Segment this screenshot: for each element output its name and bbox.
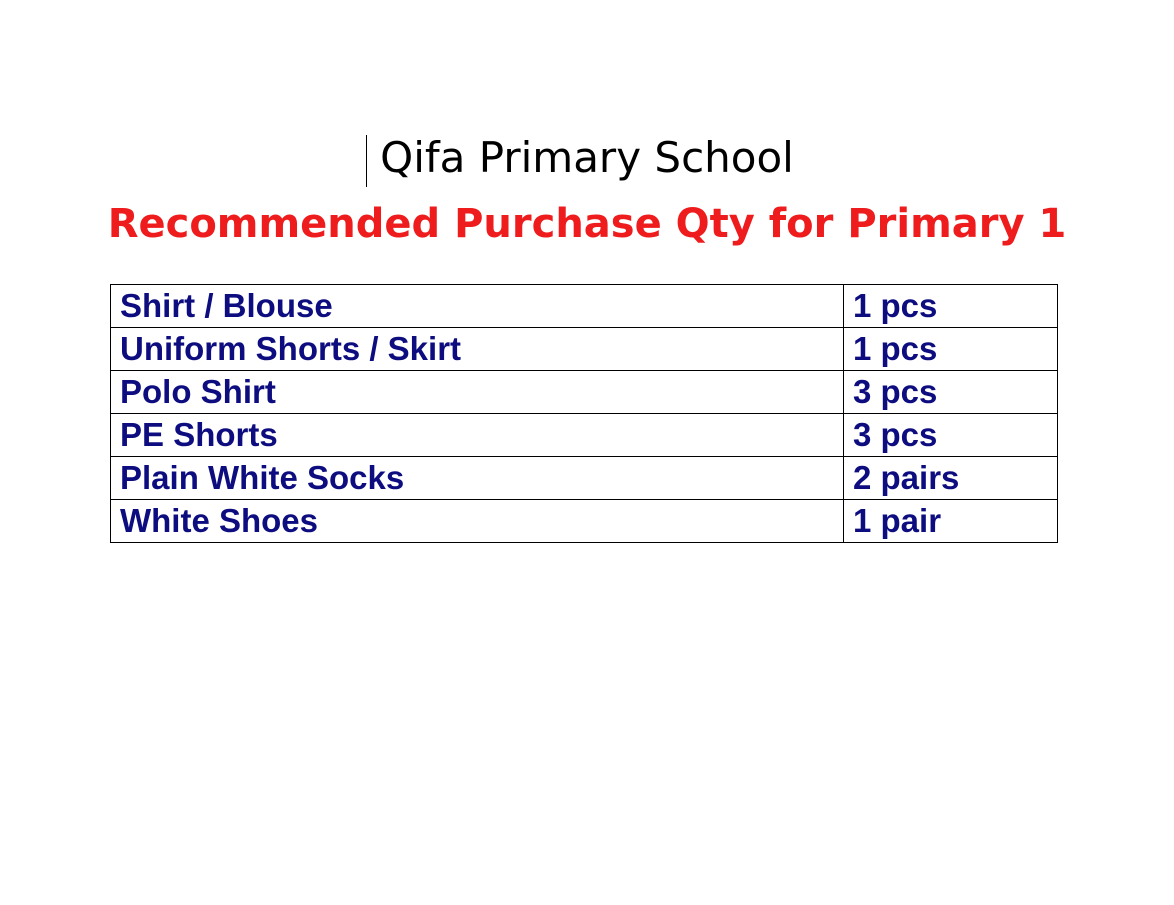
item-qty-cell: 1 pcs — [844, 285, 1058, 328]
table-row — [111, 285, 1058, 328]
item-name-cell: Plain White Socks — [111, 457, 844, 500]
item-qty-cell: 3 pcs — [844, 414, 1058, 457]
school-name-title: Qifa Primary School — [380, 133, 794, 182]
item-name-cell: Shirt / Blouse — [111, 285, 844, 328]
purchase-quantity-table — [110, 284, 1058, 543]
table-row — [111, 371, 1058, 414]
table-row — [111, 457, 1058, 500]
purchase-qty-subtitle: Recommended Purchase Qty for Primary 1 — [107, 201, 1067, 247]
item-qty-cell: 1 pcs — [844, 328, 1058, 371]
item-qty-cell: 3 pcs — [844, 371, 1058, 414]
item-qty-cell: 1 pair — [844, 500, 1058, 543]
table-row — [111, 328, 1058, 371]
table-row — [111, 500, 1058, 543]
item-qty-cell: 2 pairs — [844, 457, 1058, 500]
item-name-cell: PE Shorts — [111, 414, 844, 457]
item-name-cell: Polo Shirt — [111, 371, 844, 414]
item-name-cell: White Shoes — [111, 500, 844, 543]
table-row — [111, 414, 1058, 457]
item-name-cell: Uniform Shorts / Skirt — [111, 328, 844, 371]
